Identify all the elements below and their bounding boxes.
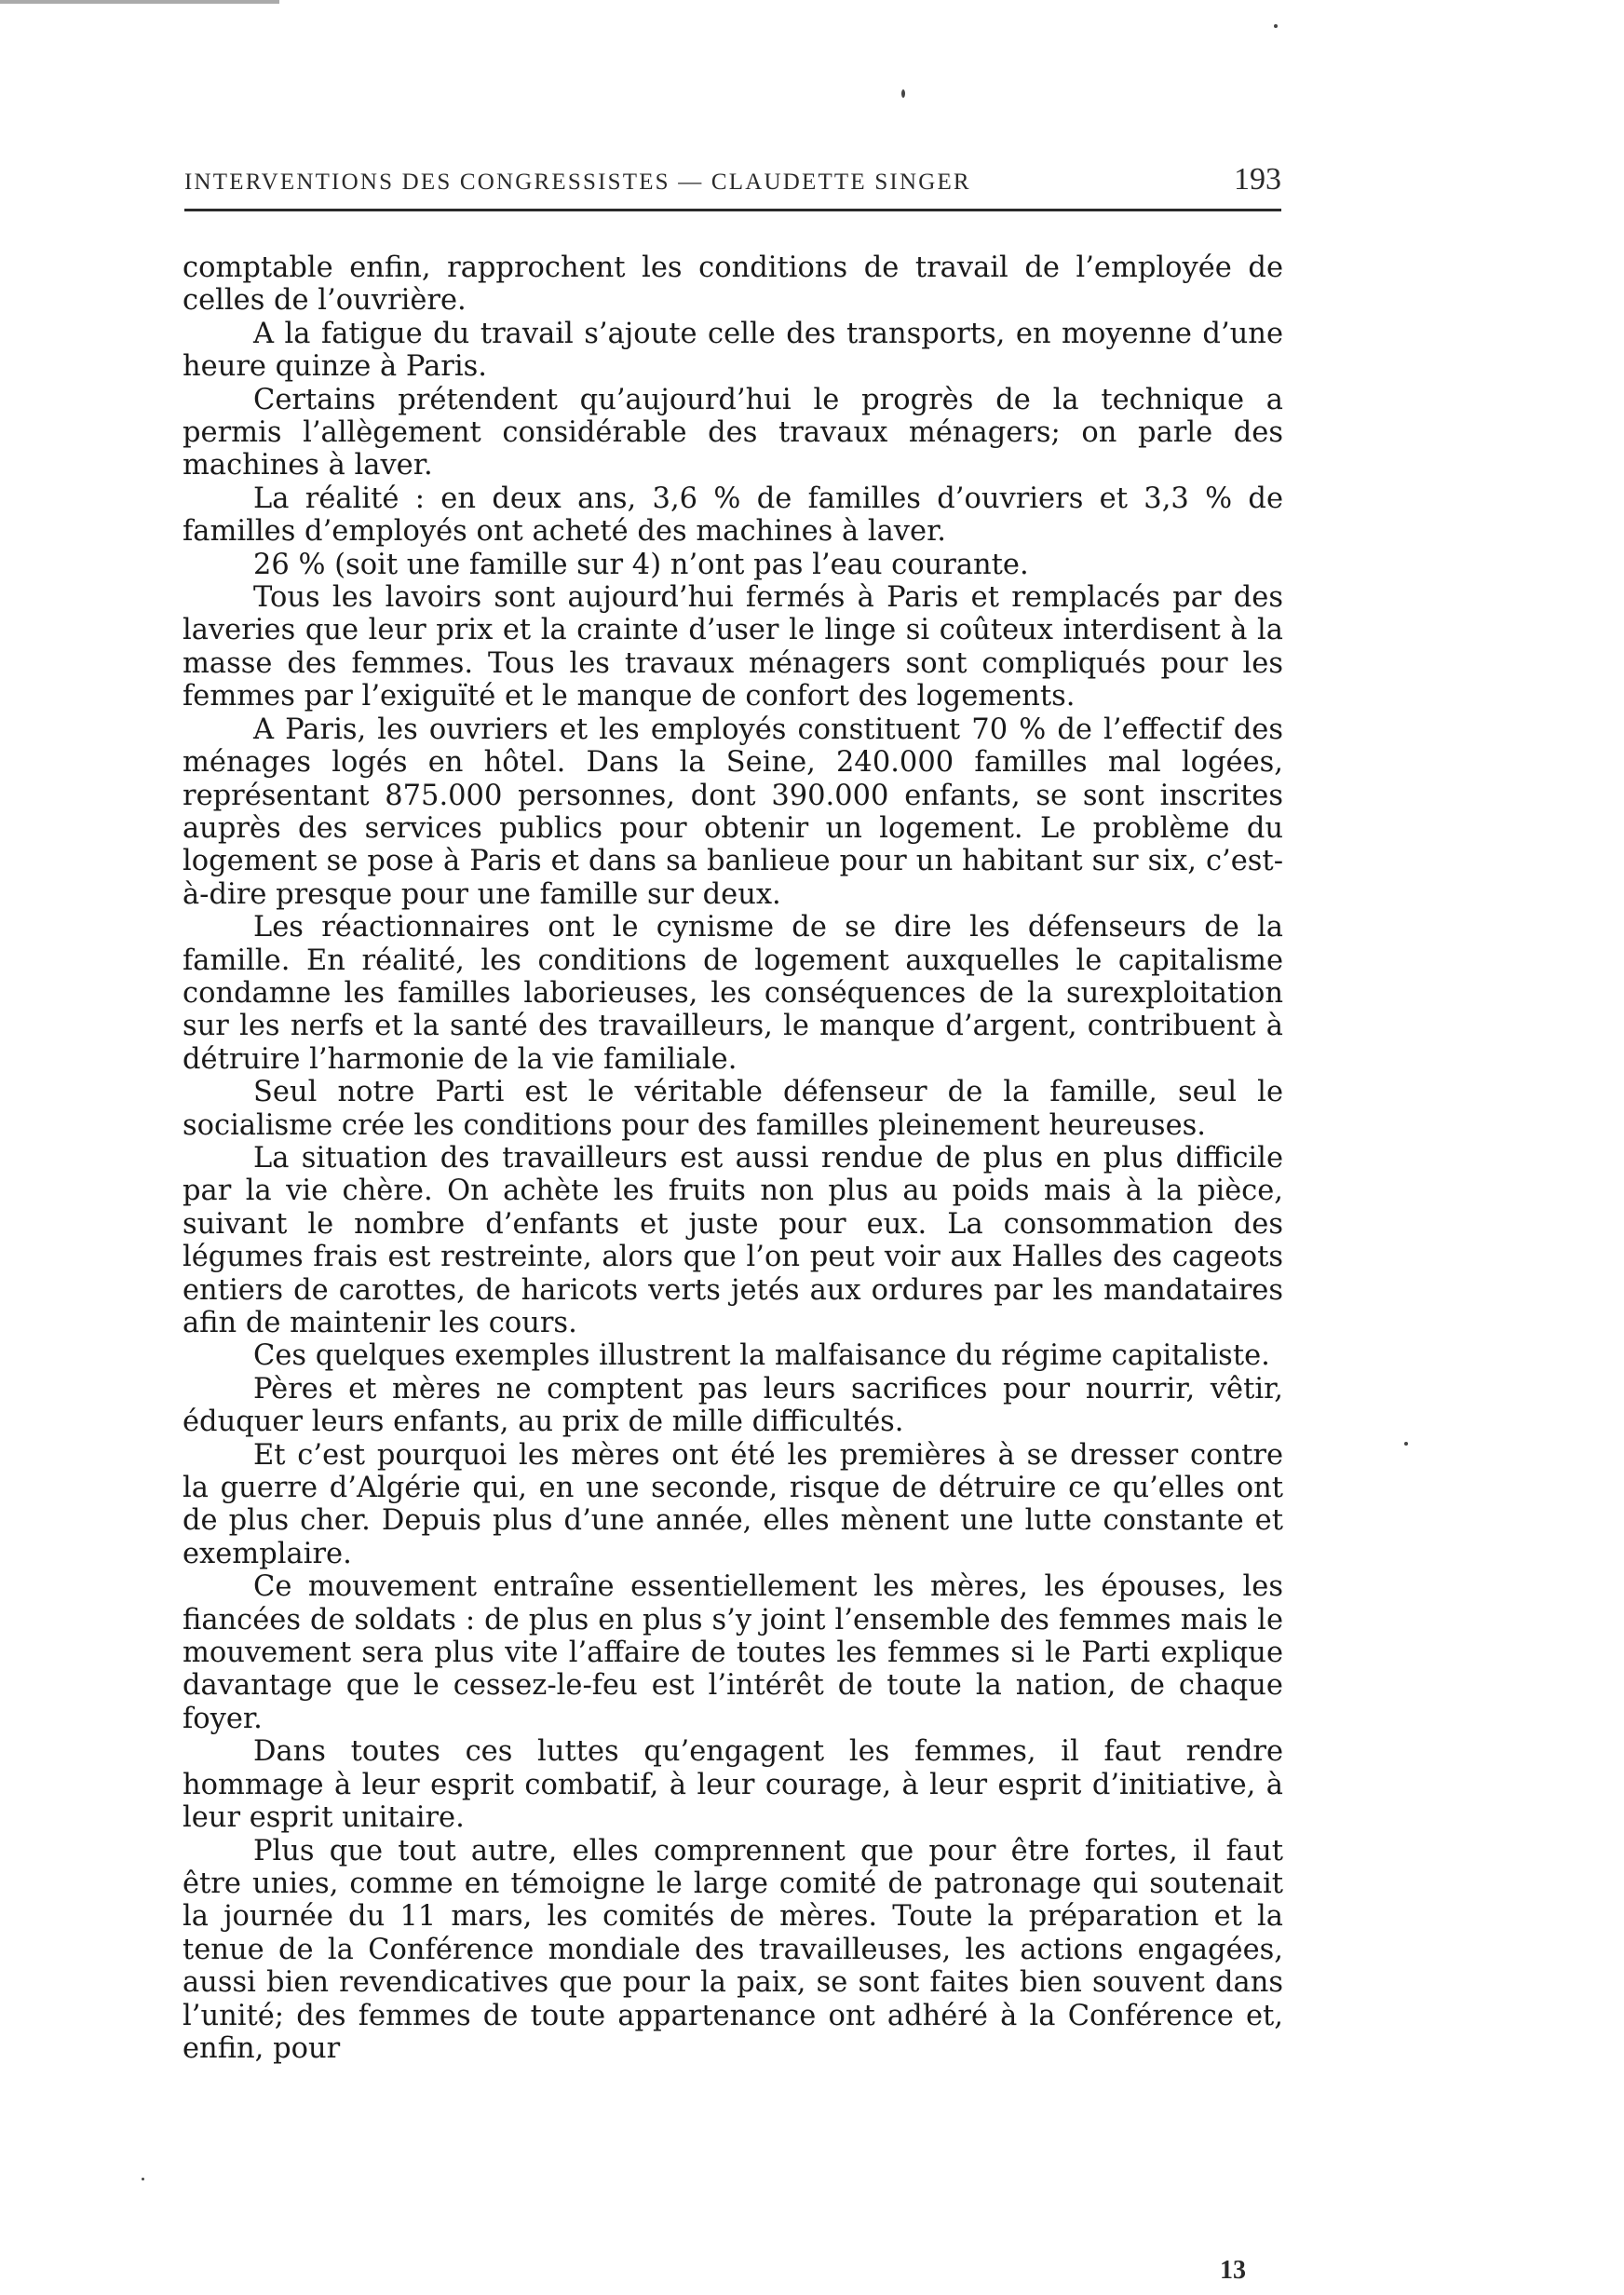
scan-speck <box>901 89 905 98</box>
page-header <box>184 156 1281 211</box>
running-head: INTERVENTIONS DES CONGRESSISTES — CLAUDETTE SINGER <box>184 170 971 195</box>
body-text <box>183 251 1283 2065</box>
paragraph: comptable enfin, rapprochent les conditions de travail de l’employée de celles de l’ouvrière. <box>183 251 1283 318</box>
paragraph: Certains prétendent qu’aujourd’hui le progrès de la technique a permis l’allègement considérable des travaux ménagers; on parle des machines à laver. <box>183 383 1283 482</box>
paragraph: La situation des travailleurs est aussi rendue de plus en plus difficile par la vie chère. On achète les fruits non plus au poids mais à la pièce, suivant le nombre d’enfants et juste pour eux. La consommation des légumes frais est restreinte, alors que l’on peut voir aux Halles des cageots entiers de carottes, de haricots verts jetés aux ordures par les mandataires afin de maintenir les cours. <box>183 1141 1283 1339</box>
scan-speck <box>1274 24 1278 28</box>
signature-mark: 13 <box>1220 2256 1246 2285</box>
scan-edge-mark <box>0 0 279 4</box>
paragraph: Pères et mères ne comptent pas leurs sacrifices pour nourrir, vêtir, éduquer leurs enfants, au prix de mille difficultés. <box>183 1372 1283 1439</box>
paragraph: A Paris, les ouvriers et les employés constituent 70 % de l’effectif des ménages logés en hôtel. Dans la Seine, 240.000 familles mal logées, représentant 875.000 personnes, dont 390.000 enfants, se sont inscrites auprès des services publics pour obtenir un logement. Le problème du logement se pose à Paris et dans sa banlieue pour un habitant sur six, c’est-à-dire presque pour une famille sur deux. <box>183 713 1283 911</box>
paragraph: Ce mouvement entraîne essentiellement les mères, les épouses, les fiancées de soldats : de plus en plus s’y joint l’ensemble des femmes mais le mouvement sera plus vite l’affaire de toutes les femmes si le Parti explique davantage que le cessez-le-feu est l’intérêt de toute la nation, de chaque foyer. <box>183 1570 1283 1735</box>
paragraph: Et c’est pourquoi les mères ont été les premières à se dresser contre la guerre d’Algérie qui, en une seconde, risque de détruire ce qu’elles ont de plus cher. Depuis plus d’une année, elles mènent une lutte constante et exemplaire. <box>183 1438 1283 1570</box>
scan-speck <box>1404 1442 1408 1446</box>
paragraph: A la fatigue du travail s’ajoute celle des transports, en moyenne d’une heure quinze à Paris. <box>183 317 1283 384</box>
page-number: 193 <box>1234 162 1281 197</box>
paragraph: Dans toutes ces luttes qu’engagent les femmes, il faut rendre hommage à leur esprit combatif, à leur courage, à leur esprit d’initiative, à leur esprit unitaire. <box>183 1735 1283 1835</box>
paragraph: La réalité : en deux ans, 3,6 % de familles d’ouvriers et 3,3 % de familles d’employés ont acheté des machines à laver. <box>183 482 1283 549</box>
paragraph: Ces quelques exemples illustrent la malfaisance du régime capitaliste. <box>253 1339 1270 1373</box>
paragraph: Seul notre Parti est le véritable défenseur de la famille, seul le socialisme crée les conditions pour des familles pleinement heureuses. <box>183 1076 1283 1142</box>
paragraph: Plus que tout autre, elles comprennent que pour être fortes, il faut être unies, comme en témoigne le large comité de patronage qui soutenait la journée du 11 mars, les comités de mères. Toute la préparation et la tenue de la Conférence mondiale des travailleuses, les actions engagées, aussi bien revendicatives que pour la paix, se sont faites bien souvent dans l’unité; des femmes de toute appartenance ont adhéré à la Conférence et, enfin, pour <box>183 1834 1283 2065</box>
paragraph: Tous les lavoirs sont aujourd’hui fermés à Paris et remplacés par des laveries que leur prix et la crainte d’user le linge si coûteux interdisent à la masse des femmes. Tous les travaux ménagers sont compliqués pour les femmes par l’exiguïté et le manque de confort des logements. <box>183 581 1283 713</box>
paragraph: Les réactionnaires ont le cynisme de se dire les défenseurs de la famille. En réalité, les conditions de logement auxquelles le capitalisme condamne les familles laborieuses, les conséquences de la surexploitation sur les nerfs et la santé des travailleurs, le manque d’argent, contribuent à détruire l’harmonie de la vie familiale. <box>183 911 1283 1076</box>
paragraph: 26 % (soit une famille sur 4) n’ont pas l’eau courante. <box>253 548 1029 581</box>
scan-speck <box>142 2178 144 2180</box>
